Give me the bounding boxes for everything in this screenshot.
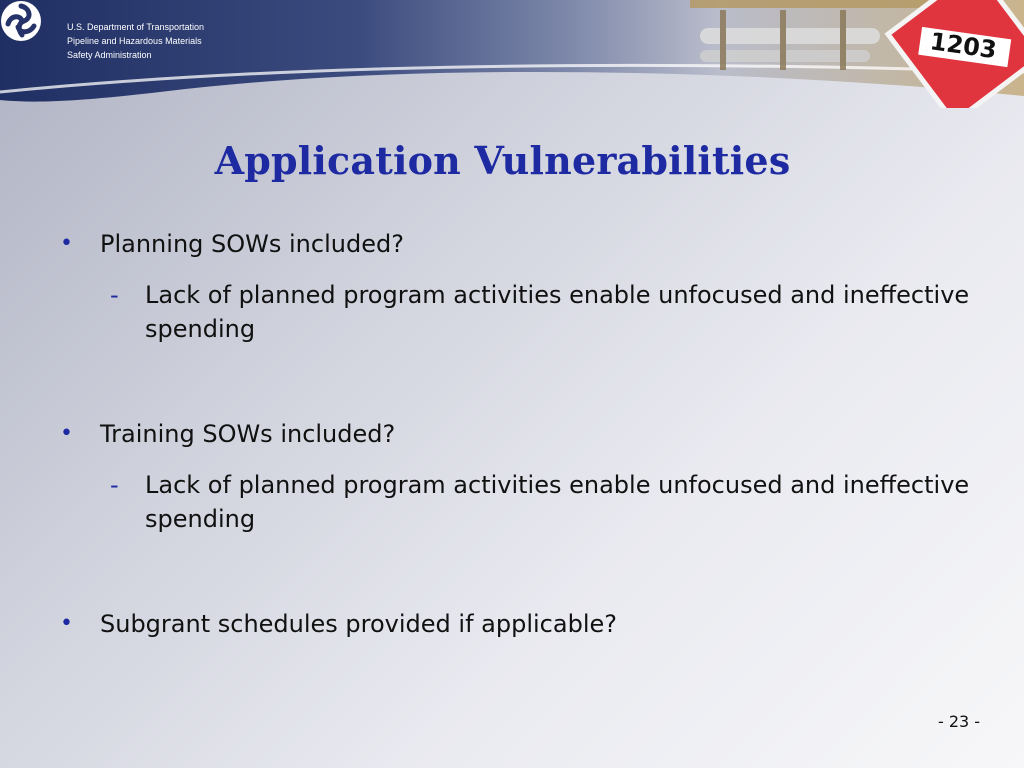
placard-number: 1203 xyxy=(928,27,999,65)
bullet-icon: • xyxy=(60,231,73,256)
dash-icon: - xyxy=(110,281,119,309)
agency-line-3: Safety Administration xyxy=(67,50,152,60)
bullet-text: Training SOWs included? xyxy=(100,420,396,448)
slide-header-banner xyxy=(0,0,1024,108)
bullet-item xyxy=(58,418,978,450)
bullet-text: Subgrant schedules provided if applicable? xyxy=(100,610,617,638)
bullet-item xyxy=(58,228,978,260)
sub-bullet-text: Lack of planned program activities enable unfocused and ineffective spending xyxy=(145,471,970,533)
dot-logo-icon xyxy=(0,0,42,42)
bullet-item xyxy=(58,608,978,640)
slide-title: Application Vulnerabilities xyxy=(214,138,791,183)
sub-bullet-text: Lack of planned program activities enable unfocused and ineffective spending xyxy=(145,281,970,343)
page-number: - 23 - xyxy=(938,712,981,731)
sub-bullet-item xyxy=(58,278,978,346)
agency-line-1: U.S. Department of Transportation xyxy=(67,22,205,32)
slide-body xyxy=(58,228,978,640)
bullet-text: Planning SOWs included? xyxy=(100,230,404,258)
bullet-icon: • xyxy=(60,611,73,636)
sub-bullet-item xyxy=(58,468,978,536)
agency-line-2: Pipeline and Hazardous Materials xyxy=(67,36,202,46)
agency-name xyxy=(67,20,204,62)
bullet-icon: • xyxy=(60,421,73,446)
dash-icon: - xyxy=(110,471,119,499)
